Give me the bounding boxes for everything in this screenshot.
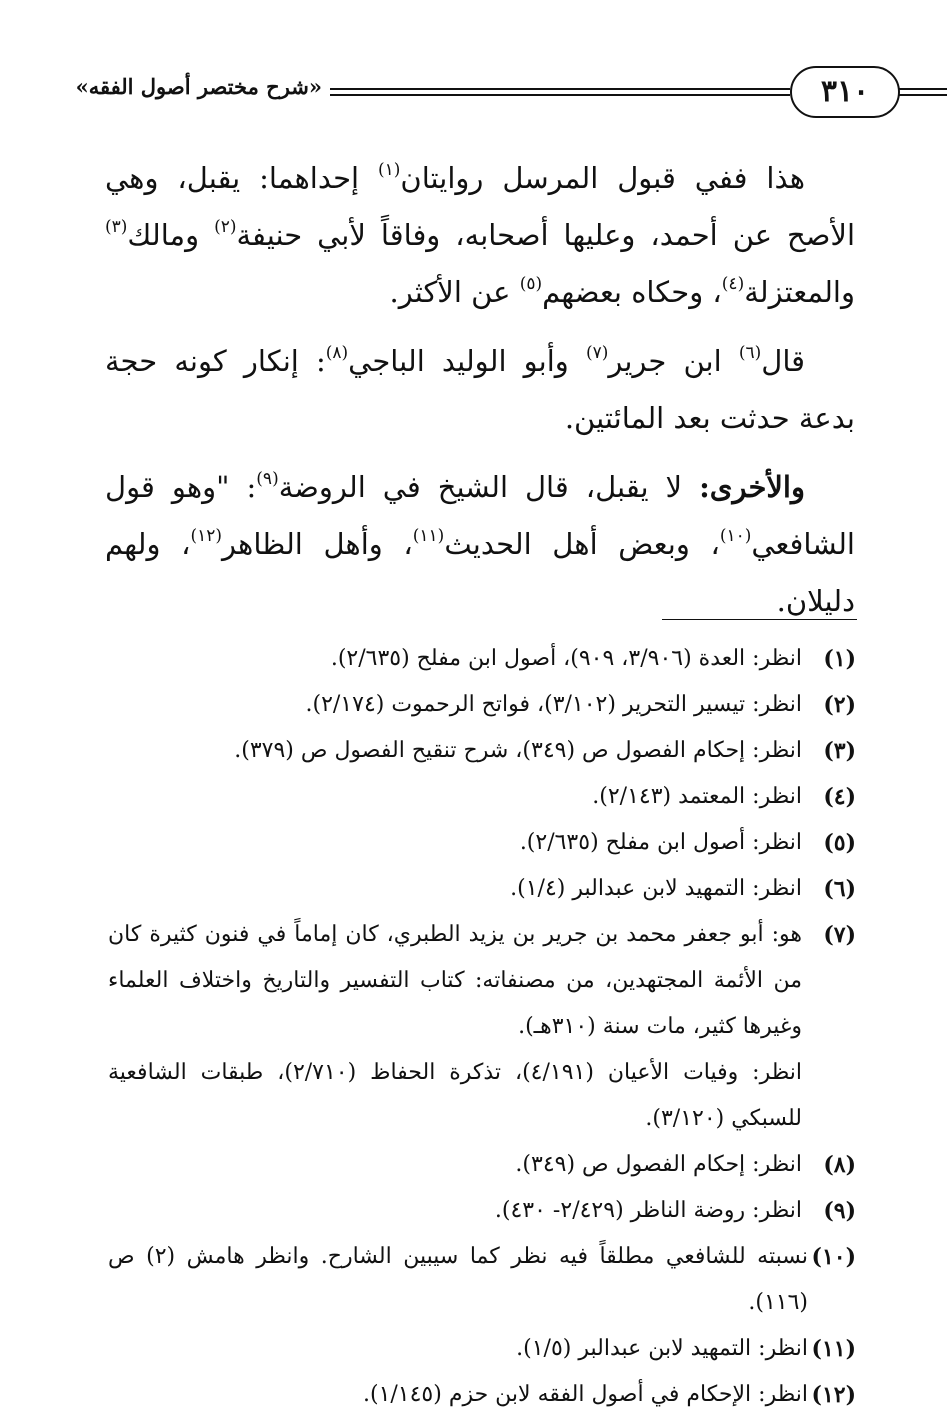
footnote-text: انظر: تيسير التحرير (٣/١٠٢)، فواتح الرحموت (٢/١٧٤). — [305, 692, 802, 717]
footnote-number: (١٢) — [811, 1382, 856, 1408]
footnote-text: انظر: روضة الناظر (٢/٤٢٩- ٤٣٠). — [494, 1198, 802, 1223]
footnote-number: (٤) — [823, 784, 856, 810]
footnote-ref: (٩) — [256, 469, 279, 489]
footnote — [108, 1188, 856, 1234]
page-header — [75, 62, 870, 118]
footnote-text: انظر: التمهيد لابن عبدالبر (١/٥). — [516, 1336, 808, 1361]
footnote-ref: (٢) — [214, 217, 237, 237]
footnote — [108, 728, 856, 774]
running-title: «شرح مختصر أصول الفقه» — [75, 74, 322, 99]
footnote-ref: (٦) — [738, 343, 762, 363]
footnote — [108, 866, 856, 912]
footnote-ref: (٧) — [585, 343, 609, 363]
text-run: هذا ففي قبول المرسل روايتان — [400, 161, 805, 195]
footnote-ref: (٣) — [105, 217, 128, 237]
text-run: وأبو الوليد الباجي — [348, 344, 586, 378]
footnote-number: (٧) — [823, 922, 856, 948]
header-rule — [330, 88, 790, 90]
text-run: عن الأكثر. — [389, 275, 520, 309]
footnote-number: (٥) — [823, 830, 856, 856]
bold-lead: والأخرى: — [699, 470, 805, 504]
paragraph-1 — [105, 150, 855, 321]
text-run: قال — [761, 344, 806, 378]
footnote-ref: (٥) — [519, 274, 543, 294]
text-run: والمعتزلة — [744, 275, 855, 309]
footnote — [108, 1142, 856, 1188]
footnote — [108, 636, 856, 682]
footnote-text: انظر: المعتمد (٢/١٤٣). — [592, 784, 802, 809]
footnote-number: (٩) — [823, 1198, 856, 1224]
footnote-text: انظر: العدة (٣/٩٠٦، ٩٠٩)، أصول ابن مفلح (٢/٦٣٥). — [330, 646, 802, 671]
footnote-text: انظر: إحكام الفصول ص (٣٤٩). — [515, 1152, 802, 1177]
footnote-ref: (١٢) — [190, 526, 223, 546]
footnote — [108, 774, 856, 820]
text-run: ، وبعض أهل الحديث — [444, 527, 720, 561]
page-number: ٣١٠ — [790, 66, 900, 118]
footnote-text: انظر: أصول ابن مفلح (٢/٦٣٥). — [519, 830, 802, 855]
text-run: : إنكار كونه حجة بدعة حدثت بعد المائتين. — [105, 344, 855, 435]
footnote-text: هو: أبو جعفر محمد بن جرير بن يزيد الطبري، كان إماماً في فنون كثيرة كان من الأئمة المجتهدين، من مصنفاته: كتاب التفسير والتاريخ واختلاف العلماء وغيرها كثير، مات سنة (٣١٠هـ). — [108, 922, 802, 1039]
text-run: ، وحكاه بعضهم — [542, 275, 722, 309]
header-rule — [895, 94, 947, 96]
header-rule — [330, 94, 790, 96]
footnote-number: (٢) — [823, 692, 856, 718]
text-run: ومالك — [127, 218, 215, 252]
text-run: ابن جرير — [608, 344, 739, 378]
footnote-number: (١) — [823, 646, 856, 672]
text-run: إحداهما: يقبل، وهي الأصح عن أحمد، وعليها أصحابه، وفاقاً لأبي حنيفة — [105, 161, 856, 252]
footnote-text: انظر: وفيات الأعيان (٤/١٩١)، تذكرة الحفاظ (٢/٧١٠)، طبقات الشافعية للسبكي (٣/١٢٠). — [108, 1060, 803, 1131]
text-run: لا يقبل، قال الشيخ في الروضة — [278, 470, 700, 504]
footnotes — [108, 636, 856, 1418]
footnote-number: (١٠) — [811, 1244, 856, 1270]
footnote-ref: (٨) — [325, 343, 349, 363]
footnote-text: انظر: الإحكام في أصول الفقه لابن حزم (١/١٤٥). — [362, 1382, 808, 1407]
footnote — [108, 682, 856, 728]
footnote-text: انظر: إحكام الفصول ص (٣٤٩)، شرح تنقيح الفصول ص (٣٧٩). — [234, 738, 802, 763]
footnote-text: نسبته للشافعي مطلقاً فيه نظر كما سيبين الشارح. وانظر هامش (٢) ص (١١٦). — [108, 1244, 808, 1315]
footnote-ref: (١٠) — [719, 526, 752, 546]
footnote-ref: (١١) — [412, 526, 445, 546]
footnote — [108, 1234, 856, 1326]
footnote-number: (٣) — [823, 738, 856, 764]
footnote-ref: (١) — [377, 160, 401, 180]
main-text — [105, 150, 855, 642]
footnote — [108, 912, 856, 1142]
footnote-number: (٦) — [823, 876, 856, 902]
footnote — [108, 820, 856, 866]
paragraph-2 — [105, 333, 855, 447]
paragraph-3 — [105, 459, 855, 630]
header-rule — [895, 88, 947, 90]
text-run: : "وهو قول الشافعي — [105, 470, 855, 561]
footnote-text: انظر: التمهيد لابن عبدالبر (١/٤). — [510, 876, 802, 901]
footnote-number: (١١) — [811, 1336, 856, 1362]
footnote — [108, 1326, 856, 1372]
footnote-number: (٨) — [823, 1152, 856, 1178]
footnote-ref: (٤) — [721, 274, 745, 294]
text-run: ، وأهل الظاهر — [222, 527, 413, 561]
footnote-divider — [662, 619, 857, 620]
text-run: ، ولهم دليلان. — [105, 527, 855, 618]
